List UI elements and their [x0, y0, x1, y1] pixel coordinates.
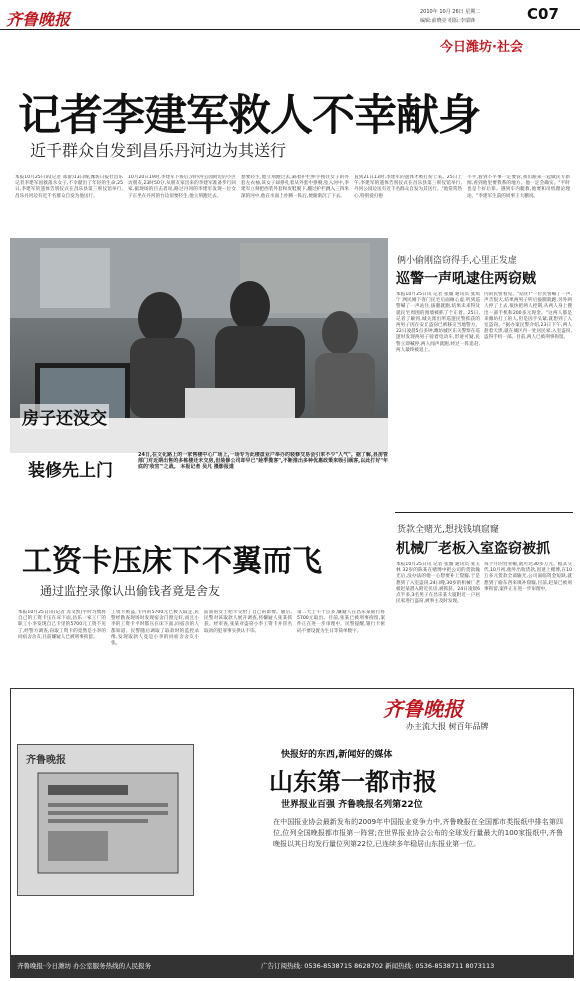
story4-columns [18, 610, 388, 680]
lead-column-2: 10月20日19时,李建军下班后,到丹河公园附近的小区访朋友,23时50分,从朋友家出来的李建军准备步行回家,据现场的目击者说,路过丹河的李建军发现一位女子正坐在丹河的台边似要轻生,他立刻跑过去。 [128, 175, 236, 199]
ad-phone-numbers: 广告订阅热线: 0536-8538715 8628702 新闻热线: 0536-8538711 8073113 [261, 962, 495, 970]
ad-box [10, 688, 574, 978]
photo-label-line-1: 房子还没交 [20, 404, 109, 429]
lead-column-4: 直到21日13时,李建军的遗体才被打捞上来。25日上午,李建军的遗体告别仪式在昌乐县第三殡仪馆举行,丹河公园边送有近千名群众自发为其送行。"他常常热心,特别爱打抱 [354, 175, 462, 199]
ad-body: 在中国报业协会最新发布的2009年中国报业竞争力中,齐鲁晚报在全国都市类报纸中排名第四位,位列全国晚报都市报第一阵营;在世界报业协会公布的全球发行量最大的100家报纸中,齐鲁晚报以其日均发行量位列第22位,已连续多年稳居山东报业第一位。 [273, 818, 563, 848]
newspaper-logo: 齐鲁晚报 [6, 10, 71, 29]
date-line: 2010年 10月 26日 星期二 [420, 9, 481, 15]
lead-columns [15, 175, 570, 235]
photo-label-line-2: 装修先上门 [28, 461, 113, 481]
photo-caption: 24日,在文化路上的一家售楼中心广场上,一场专为此楼盘业户举办的装修交易会引来不少"人气"。据了解,县房管部门对近期出售的多栋楼还未交房,但装修公司却早已"趁季揽客",不断推出多种优惠政策来吸引顾客,以此打好"年底的'收官'"之战。 本报记者 吴凡 摄影报道 [138, 452, 388, 471]
story4-column-1: 本报10月25日讯(记者 苏文凯)平时习惯将自己的工资卡压在床下面,昌乐一家工厂的职工小李发现自己卡里的5700元工资不见了,经警方调查,窃取工资卡的竟然是小李的同宿舍舍友,目前嫌疑人已被刑事拘留。 [18, 610, 106, 640]
ad-footer-text: 齐鲁晚报·今日潍坊 办公室服务热线的人民报务 [17, 962, 152, 970]
masthead [0, 0, 580, 58]
story4-column-2: 工资卡被盗,卡内的5700元已被人取走,民警经勘查现场时发现宿舍门窗完好,而且小李的工资卡平时都压在床下面,同宿舍的人都知道。民警随后调取了取款时的监控录像,发现取款人竟是小李的同宿舍舍友小张。 [111, 610, 199, 647]
masthead-rule [0, 29, 580, 30]
story2-left-column: 本报10月25日讯 记者 张璇 通讯员 张琪宁 网民刚下客门民宅后面砸心虚,听到巡警喊了一声站住,拔腿就跑,结果未来得及就民宅周围的围墙被抓了个正着。25日,记者了解到,城关派出所巡逻民警抓获的两男子因在安丘盗窃已被移交当地警方。22日凌晨5点多钟,潍坊城区东关警察在巡逻时发现两男子骑着电动车,形迹可疑,民警立即喊停,两人闻声就跑,经过一阵追赶,两人最终被追上。 [396, 292, 480, 353]
ad-footer-bar [11, 955, 573, 977]
page-number: C07 [527, 5, 559, 23]
news-photo [10, 238, 388, 453]
ad-paper-illustration [17, 744, 194, 896]
story3-headline: 机械厂老板入室盗窃被抓 [396, 541, 550, 557]
story4-column-3: 前面的女士把卡交给了自己的影像。随后,民警对该取款人展开调查,将嫌疑人张某抓获。经审查,张某对盗窃小李工资卡并冒名取款的犯罪事实供认不讳。 [204, 610, 292, 634]
story4-headline: 工资卡压床下不翼而飞 [22, 544, 322, 579]
ad-headline: 山东第一都市报 [269, 768, 437, 796]
ad-paper-name: 齐鲁晚报 [26, 755, 66, 766]
ad-slogan-line: 快报好的东西,新闻好的媒体 [281, 750, 393, 760]
lead-subhead: 近千群众自发到昌乐丹河边为其送行 [30, 141, 287, 160]
story3-left-column: 本报10月25日讯 记者 张璇 通讯员 张玉林 32岁的陈某在赌博中把公司的货款输光后,没办法的他一心想要补上窟窿,于是想到了入室盗窃,24日晚,30岁的机械厂老板赵某潜入附近民房,被抓获。24日凌晨6点半多,3名男子在昌乐某大厦附近一户居民家进行盗窃,被事主及时发现。 [396, 562, 480, 605]
lead-headline: 记者李建军救人不幸献身 [18, 91, 480, 141]
ad-subline: 世界报业百强 齐鲁晚报名列第22位 [281, 800, 423, 810]
lead-column-3: 想要轻生,他立刻跑过去,隔着护栏伸手拽住女子的外套左衣袖,该女子却挣扎着从外套中挣脱,坠入河中,李建军立刻把西装外套和皮鞋脱下,翻过护栏跳入三四米深的河中,他在水面上扑腾一阵后,便渐渐沉了下去。 [241, 175, 349, 199]
story2-headline: 巡警一声吼逮住两窃贼 [396, 271, 536, 287]
story3-right-column: 每个月的营业额,就可达30多万元。据其交代,10月初,他外出收货款,因迷上赌博,在10万多元货款全部输光,公司面临资金短缺,就想到了偷东西来填补窟窿,目前,赵某已被刑事拘留,案件正在进一步审理中。 [484, 562, 572, 592]
editor-line: 编辑:俞晓亮 组版:李瑞锋 [420, 18, 475, 24]
story4-column-4: 第二天上午十点多,嫌疑人在昌乐某银行将5700元取出。目前,张某已被刑事拘留,案件正在进一步审理中。民警提醒,银行卡密码不要设置为生日等简单数字。 [297, 610, 385, 634]
section-title: 今日潍坊·社会 [440, 40, 523, 55]
ad-logo: 齐鲁晚报 [383, 697, 463, 721]
story3-kicker: 货款全赌光,想找钱填窟窿 [397, 525, 499, 535]
story2-right-column: 内的民警看见。"站住!"一位民警喊了一声,声音很大,结果两男子听后拔腿就跑,另外两人停了上去,很快把两人控制,从两人身上搜出一部手机和200多元现金。"这两人都是来潍坊打工的人,但是因手头紧,就想到了入室盗窃。"据办案民警介绍,23日下午,两人趁着天黑,就在城区内一处居民家,入室盗窃,盗得手机一部。目前,两人已被刑事拘留。 [484, 292, 572, 341]
story4-subhead: 通过监控录像认出偷钱者竟是舍友 [40, 584, 221, 598]
story2-kicker: 俩小偷刚盗窃得手,心里正发虚 [397, 256, 517, 266]
story3-top-rule [395, 512, 573, 513]
ad-tagline: 办主流大报 树百年品牌 [406, 722, 489, 731]
paper-stack-graphic [18, 745, 193, 895]
lead-column-5: 不平,看到不平事一定要管,我们跟来一起做民专新闻,看到他里要我系的地方。他一定会确实。"平时也是个好后辈。遇到车内艇救,他要和司机理论理论。"李建军生前的同事王大鹏说。 [467, 175, 570, 199]
lead-column-1: 本报10月25日讯(记者 郑蕾)13日晚,潍坊日报社昌乐记者李建军因救落水女子,不幸献出了年轻的生命,25日,李建军的遗体告别仪式在昌乐县第三殡仪馆举行,昌乐丹河边有近千名群众自发为他送行。 [15, 175, 123, 199]
